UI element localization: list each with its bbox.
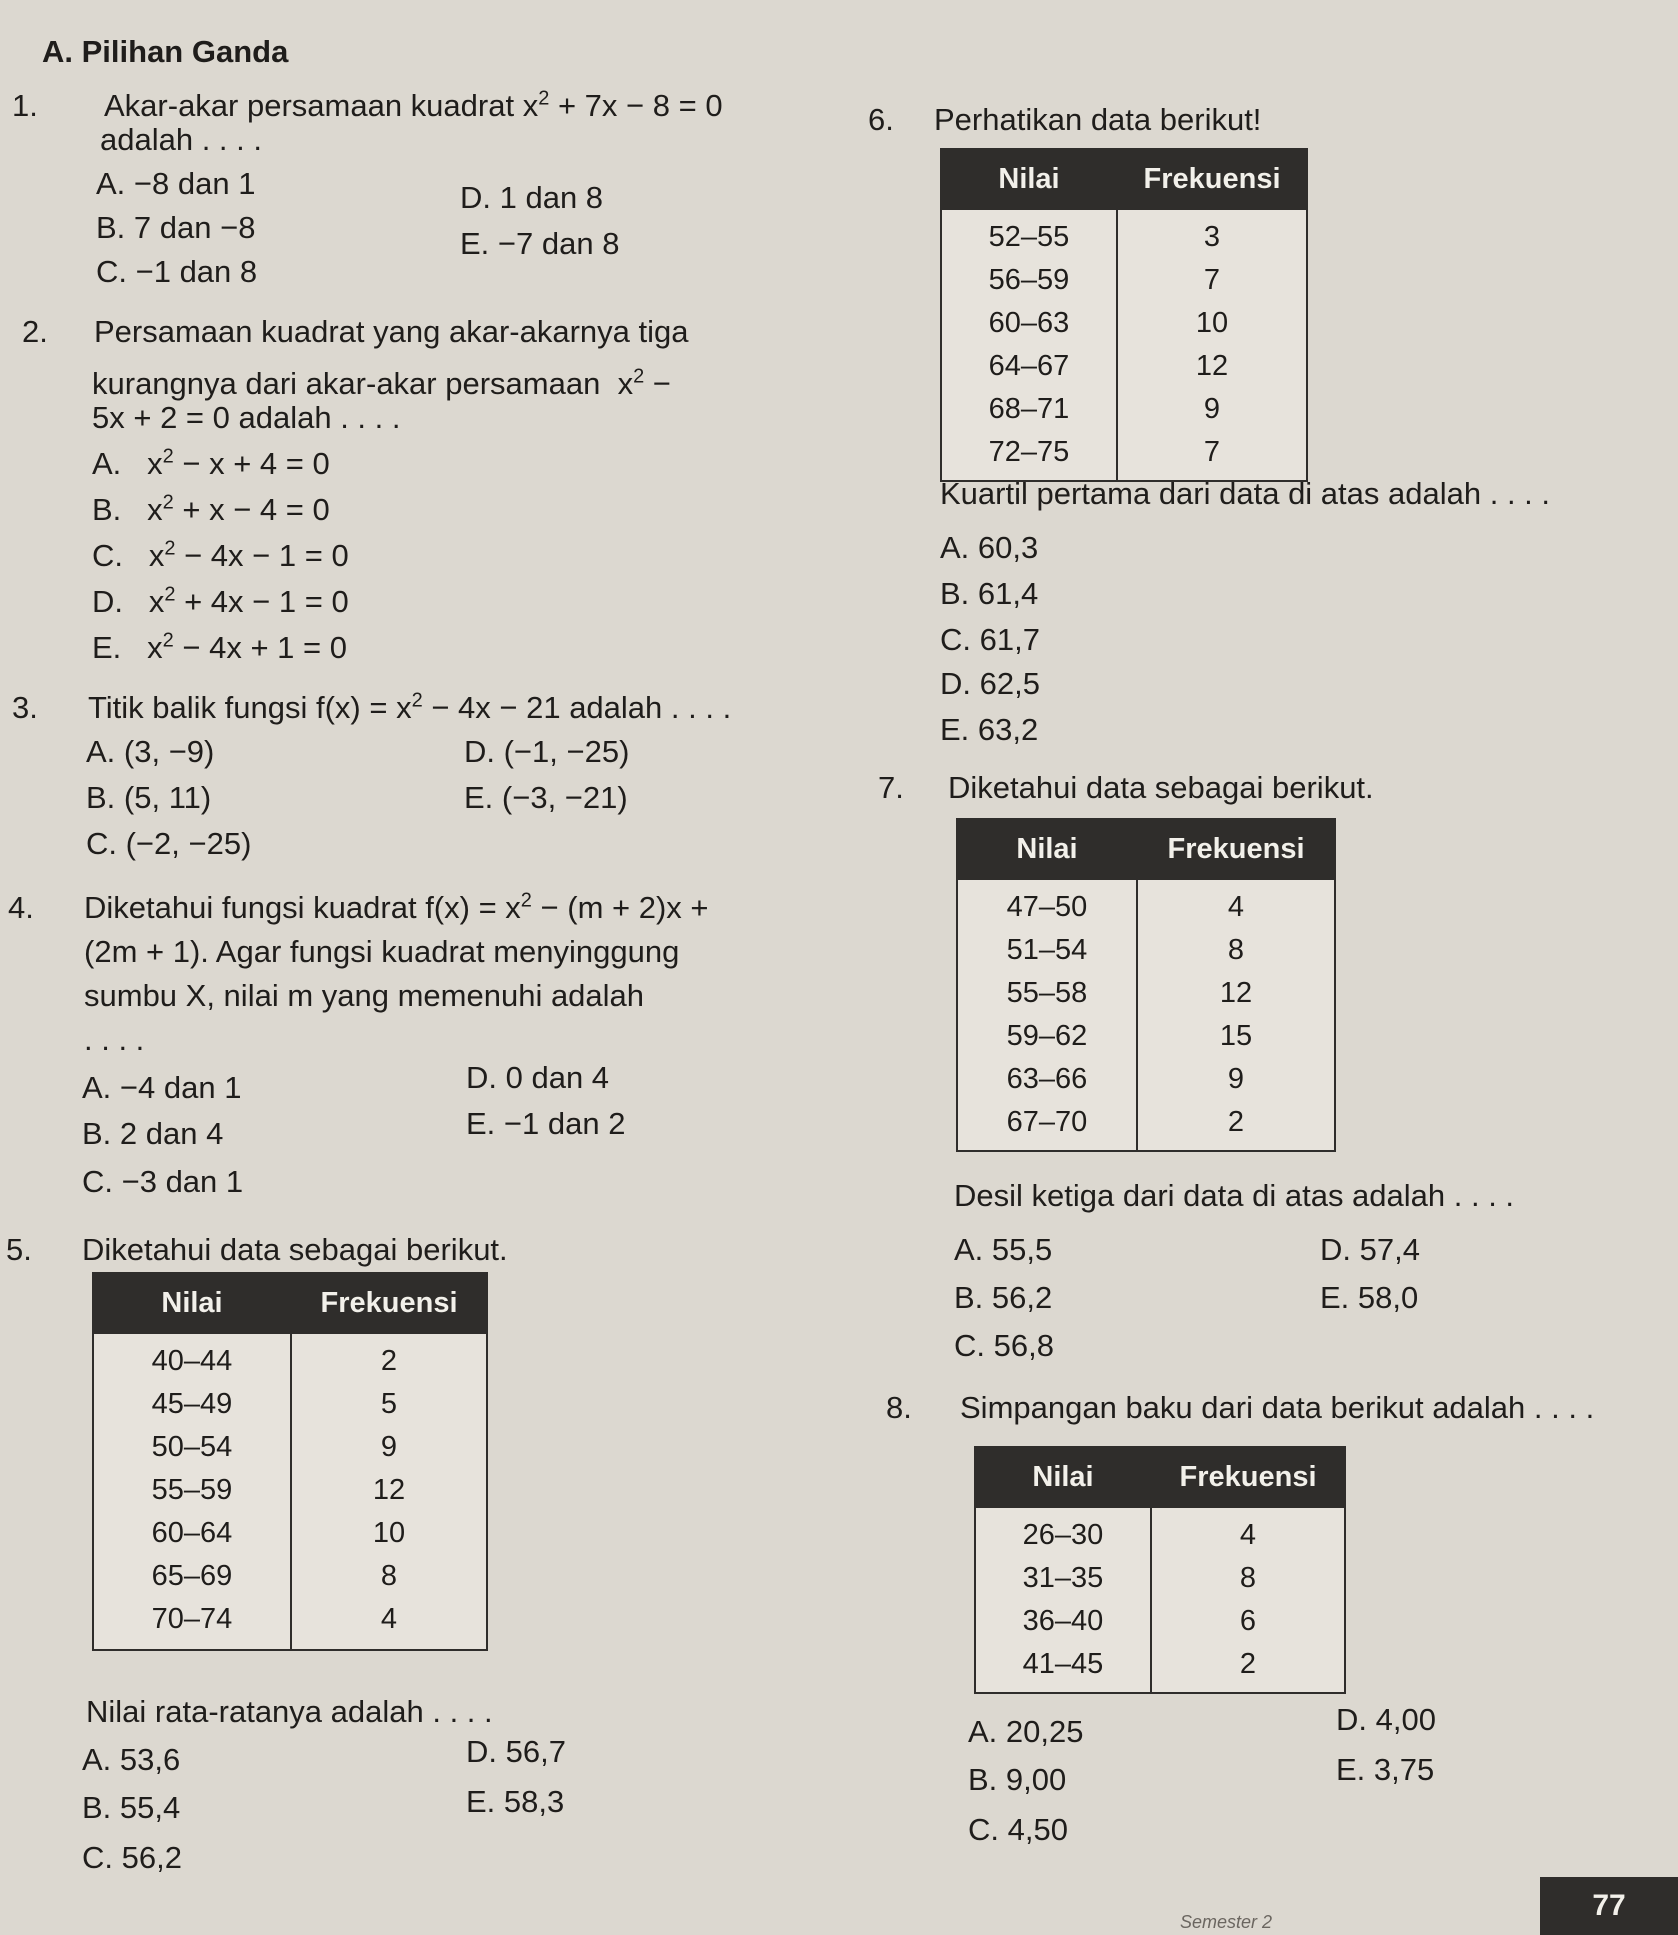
q6-option-e[interactable]: E. 63,2 [940,712,1039,747]
table-row: 72–75 7 [941,431,1307,481]
q8-text: Simpangan baku dari data berikut adalah . . . . [960,1390,1595,1425]
table-row: 31–35 8 [975,1557,1345,1600]
table-row: 55–59 12 [93,1469,487,1512]
page-number: 77 [1540,1877,1678,1935]
q7-table [956,818,1336,1152]
q6-option-c[interactable]: C. 61,7 [940,622,1040,657]
table-row: 63–66 9 [957,1058,1335,1101]
q6-prompt: Kuartil pertama dari data di atas adalah . . . . [940,476,1551,511]
q8-number: 8. [886,1390,912,1425]
q4-number: 4. [8,890,34,925]
q5-option-b[interactable]: B. 55,4 [82,1790,181,1825]
q1-option-b[interactable]: B. 7 dan −8 [96,210,256,245]
q5-option-e[interactable]: E. 58,3 [466,1784,565,1819]
q2-number: 2. [22,314,48,349]
q4-line2: (2m + 1). Agar fungsi kuadrat menyinggung [84,934,680,969]
q1-option-a[interactable]: A. −8 dan 1 [96,166,256,201]
q6-number: 6. [868,102,894,137]
q1-option-c[interactable]: C. −1 dan 8 [96,254,258,289]
q6-text: Perhatikan data berikut! [934,102,1262,137]
q8-option-b[interactable]: B. 9,00 [968,1762,1067,1797]
q8-option-c[interactable]: C. 4,50 [968,1812,1068,1847]
q3-stem: Titik balik fungsi $f(x) = x^2 - 4x - 21$ adalah . . . . [88,689,732,725]
table-row: 36–40 6 [975,1600,1345,1643]
q4-option-a[interactable]: A. −4 dan 1 [82,1070,242,1105]
q4-option-c[interactable]: C. −3 dan 1 [82,1164,244,1199]
q7-option-b[interactable]: B. 56,2 [954,1280,1053,1315]
table-row: 41–45 2 [975,1643,1345,1693]
table-row: 52–55 3 [941,209,1307,259]
q3-option-c[interactable]: C. (−2, −25) [86,826,252,861]
q3-number: 3. [12,690,38,725]
q7-option-a[interactable]: A. 55,5 [954,1232,1053,1267]
q1-stem [104,88,723,124]
table-row: 47–50 4 [957,879,1335,929]
table-row: 55–58 12 [957,972,1335,1015]
q2-option-b[interactable]: B. $x^2 + x - 4 = 0$ [92,491,330,527]
q7-prompt: Desil ketiga dari data di atas adalah . . . . [954,1178,1515,1213]
q5-option-c[interactable]: C. 56,2 [82,1840,182,1875]
q8-option-d[interactable]: D. 4,00 [1336,1702,1436,1737]
q4-option-d[interactable]: D. 0 dan 4 [466,1060,610,1095]
q3-option-a[interactable]: A. (3, −9) [86,734,215,769]
table-row: 68–71 9 [941,388,1307,431]
q7-number: 7. [878,770,904,805]
q8-table [974,1446,1346,1694]
q5-text: Diketahui data sebagai berikut. [82,1232,508,1267]
q1-text2: adalah . . . . [100,122,262,157]
q4-line1: Diketahui fungsi kuadrat $f(x) = x^2 - (m + 2)x$ + [84,889,709,925]
q3-option-b[interactable]: B. (5, 11) [86,780,212,815]
table-row: 26–30 4 [975,1507,1345,1557]
q5-header-frekuensi: Frekuensi [291,1273,487,1333]
footer-semester: Semester 2 [1180,1912,1273,1932]
q6-option-b[interactable]: B. 61,4 [940,576,1039,611]
q3-option-d[interactable]: D. (−1, −25) [464,734,630,769]
q7-header-frekuensi: Frekuensi [1137,819,1335,879]
table-row: 65–69 8 [93,1555,487,1598]
table-row: 60–64 10 [93,1512,487,1555]
q7-text: Diketahui data sebagai berikut. [948,770,1374,805]
q1-text: Akar-akar persamaan kuadrat [104,88,515,123]
q2-option-e[interactable]: E. $x^2 - 4x + 1 = 0$ [92,629,347,665]
q1-equation: $x^2 + 7x - 8 = 0$ [522,87,723,123]
q4-option-b[interactable]: B. 2 dan 4 [82,1116,224,1151]
q2-line3: 5x + 2 = 0 adalah . . . . [92,400,401,435]
q3-option-e[interactable]: E. (−3, −21) [464,780,628,815]
q2-option-c[interactable]: C. $x^2 - 4x - 1 = 0$ [92,537,349,573]
q6-option-a[interactable]: A. 60,3 [940,530,1039,565]
q6-header-nilai: Nilai [941,149,1117,209]
table-row: 45–49 5 [93,1383,487,1426]
table-row: 56–59 7 [941,259,1307,302]
q5-table [92,1272,488,1651]
table-row: 50–54 9 [93,1426,487,1469]
q8-header-frekuensi: Frekuensi [1151,1447,1345,1507]
q4-option-e[interactable]: E. −1 dan 2 [466,1106,626,1141]
table-row: 51–54 8 [957,929,1335,972]
q5-option-d[interactable]: D. 56,7 [466,1734,566,1769]
table-row: 40–44 2 [93,1333,487,1383]
table-row: 60–63 10 [941,302,1307,345]
q5-header-nilai: Nilai [93,1273,291,1333]
q5-number: 5. [6,1232,32,1267]
table-row: 59–62 15 [957,1015,1335,1058]
q8-header-nilai: Nilai [975,1447,1151,1507]
q4-line4: . . . . [84,1022,145,1057]
table-row: 67–70 2 [957,1101,1335,1151]
q2-line1: Persamaan kuadrat yang akar-akarnya tiga [94,314,689,349]
table-row: 64–67 12 [941,345,1307,388]
q1-option-d[interactable]: D. 1 dan 8 [460,180,604,215]
q8-option-a[interactable]: A. 20,25 [968,1714,1084,1749]
table-row: 70–74 4 [93,1598,487,1650]
q7-option-c[interactable]: C. 56,8 [954,1328,1054,1363]
q2-option-a[interactable]: A. $x^2 - x + 4 = 0$ [92,445,330,481]
q6-header-frekuensi: Frekuensi [1117,149,1307,209]
q2-option-d[interactable]: D. $x^2 + 4x - 1 = 0$ [92,583,349,619]
q5-option-a[interactable]: A. 53,6 [82,1742,181,1777]
q6-option-d[interactable]: D. 62,5 [940,666,1040,701]
q7-option-e[interactable]: E. 58,0 [1320,1280,1419,1315]
q7-header-nilai: Nilai [957,819,1137,879]
q7-option-d[interactable]: D. 57,4 [1320,1232,1420,1267]
q5-prompt: Nilai rata-ratanya adalah . . . . [86,1694,493,1729]
section-title: A. Pilihan Ganda [42,34,289,69]
q1-option-e[interactable]: E. −7 dan 8 [460,226,620,261]
q4-line3: sumbu X, nilai m yang memenuhi adalah [84,978,645,1013]
q2-line2: kurangnya dari akar-akar persamaan $x^2$ − [92,365,671,401]
q1-number: 1. [12,88,38,123]
q8-option-e[interactable]: E. 3,75 [1336,1752,1435,1787]
q6-table [940,148,1308,482]
